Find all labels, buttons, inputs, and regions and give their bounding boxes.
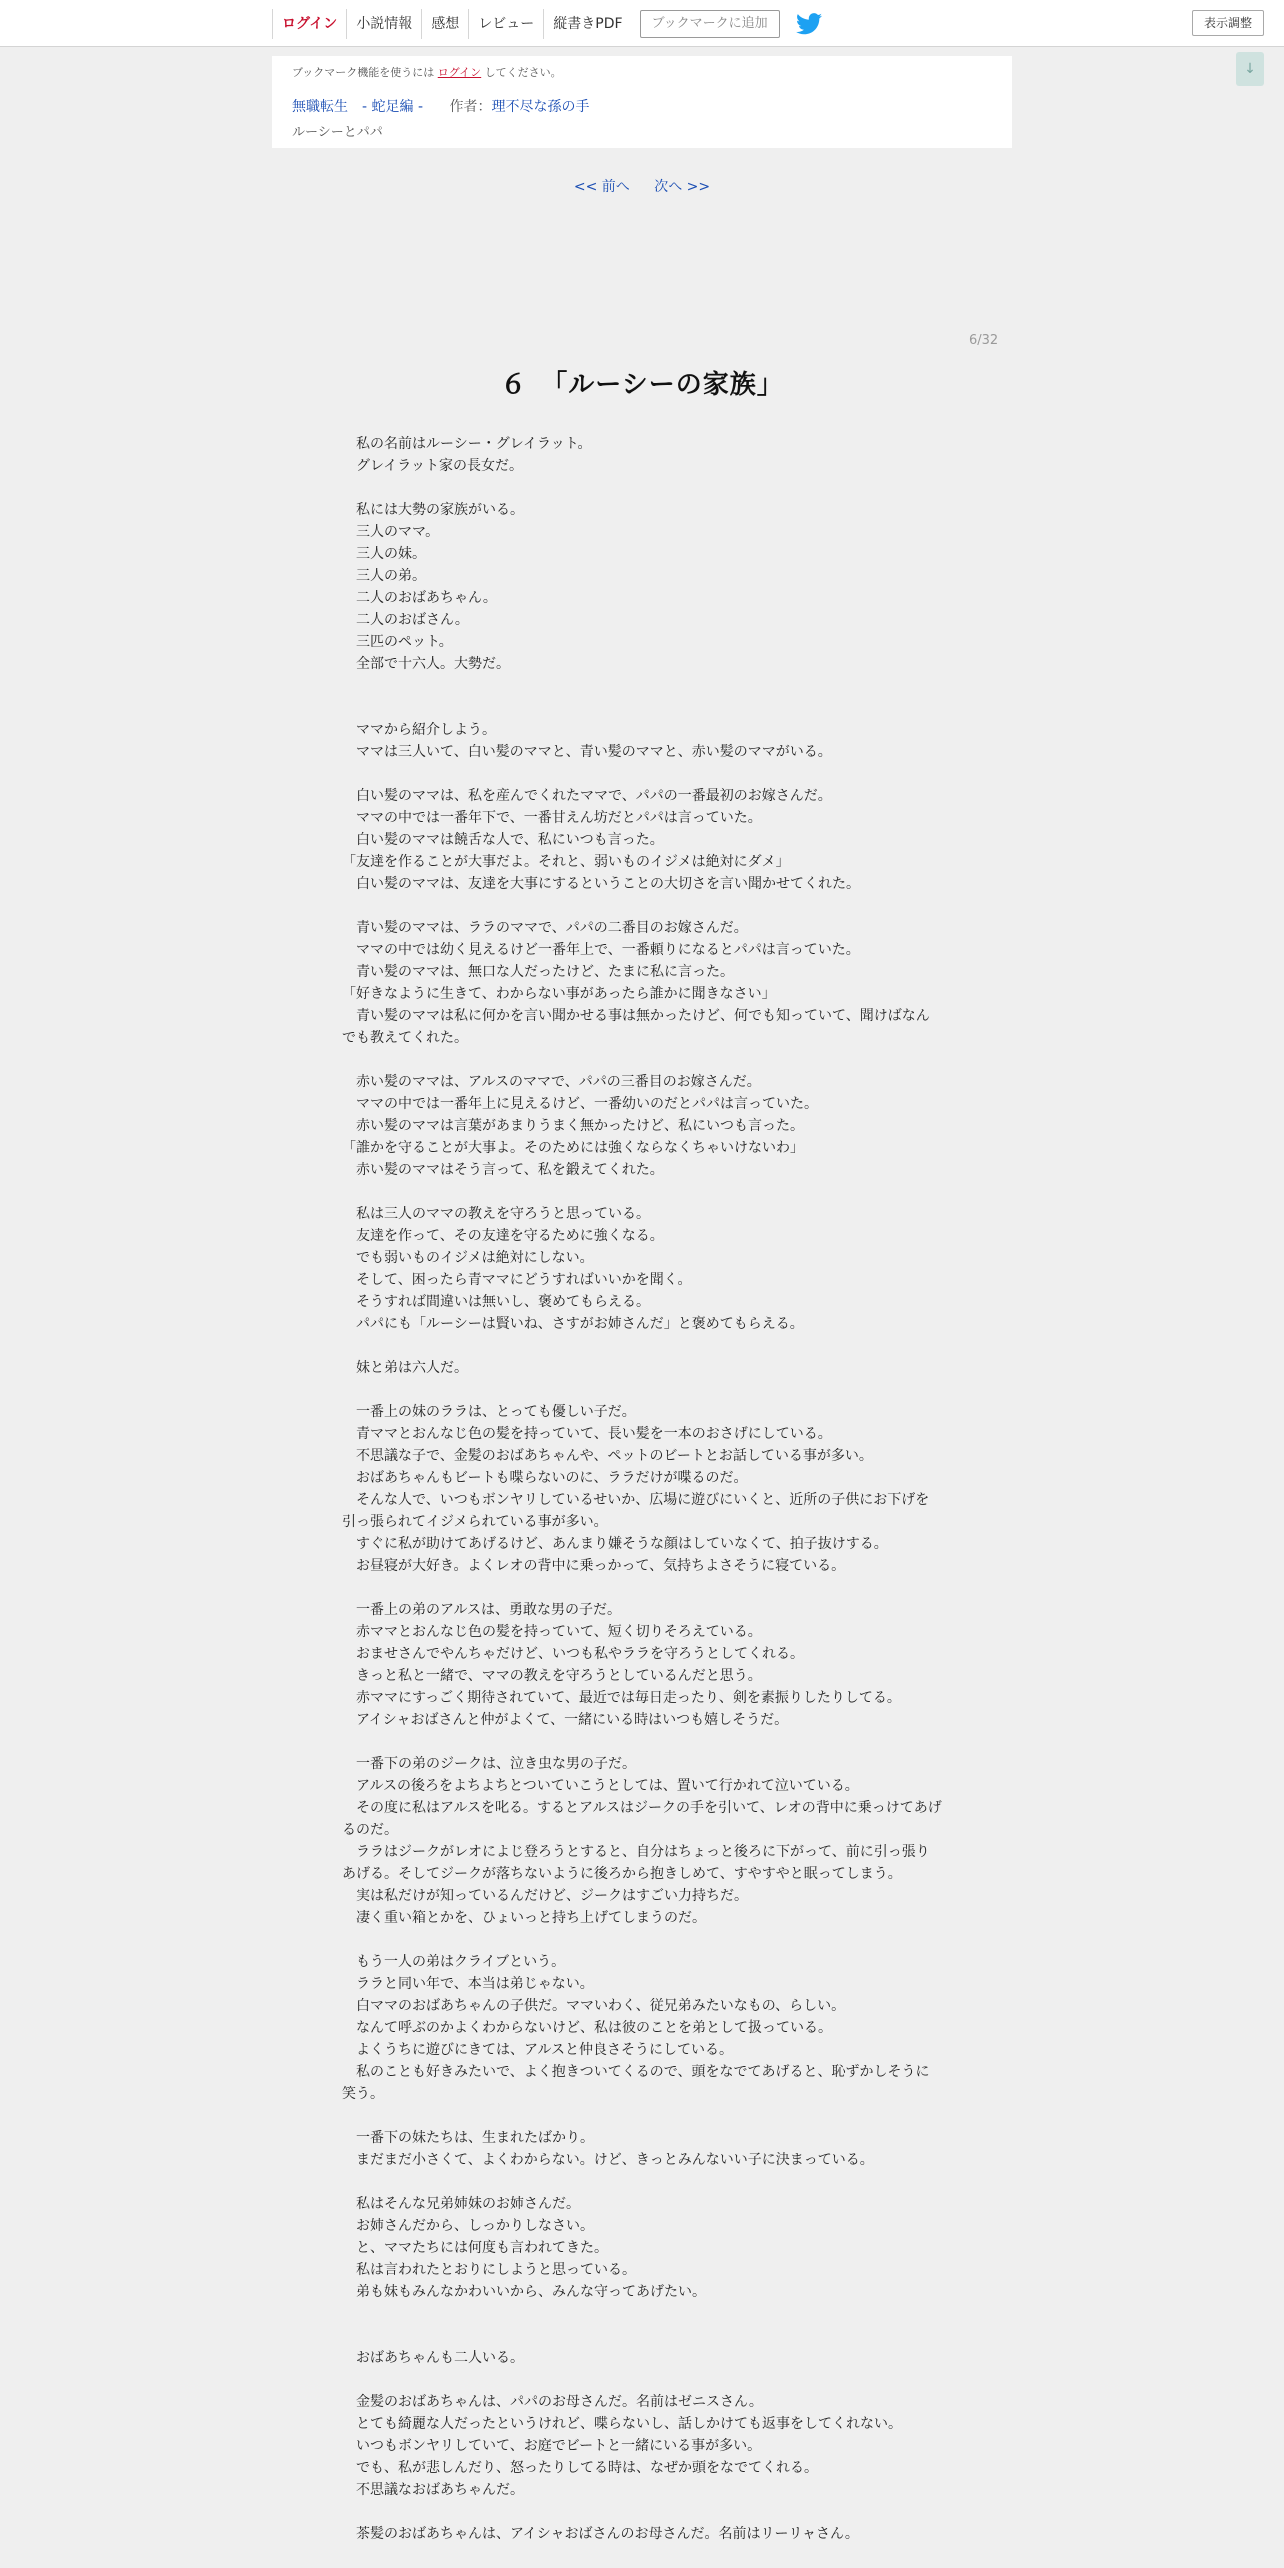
blank-line <box>342 2105 942 2127</box>
add-bookmark-button[interactable]: ブックマークに追加 <box>640 10 780 38</box>
novel-paragraph: そうすれば間違いは無いし、褒めてもらえる。 <box>342 1294 650 1310</box>
novel-paragraph: なんて呼ぶのかよくわからないけど、私は彼のことを弟として扱っている。 <box>342 2020 832 2036</box>
novel-paragraph: グレイラット家の長女だ。 <box>342 458 524 474</box>
novel-paragraph: おばあちゃんもビートも喋らないのに、ララだけが喋るのだ。 <box>342 1470 748 1486</box>
novel-paragraph: 全部で十六人。大勢だ。 <box>342 656 510 672</box>
bookmark-notice <box>292 64 562 80</box>
blank-line <box>342 1181 942 1203</box>
novel-paragraph: 一番下の弟のジークは、泣き虫な男の子だ。 <box>342 1756 636 1772</box>
blank-line <box>342 2303 942 2325</box>
novel-paragraph: 白い髪のママは、友達を大事にするということの大切さを言い聞かせてくれた。 <box>342 876 860 892</box>
novel-paragraph: その度に私はアルスを叱る。するとアルスはジークの手を引いて、レオの背中に乗っけてあげるのだ。 <box>342 1800 942 1838</box>
novel-paragraph: 青ママとおんなじ色の髪を持っていて、長い髪を一本のおさげにしている。 <box>342 1426 832 1442</box>
novel-paragraph: 白ママのおばあちゃんの子供だ。ママいわく、従兄弟みたいなもの、らしい。 <box>342 1998 846 2014</box>
novel-paragraph: 三人の妹。 <box>342 546 426 562</box>
novel-paragraph: 「友達を作ることが大事だよ。それと、弱いものイジメは絶対にダメ」 <box>342 854 790 870</box>
novel-paragraph: そして、困ったら青ママにどうすればいいかを聞く。 <box>342 1272 692 1288</box>
twitter-icon[interactable] <box>796 13 822 35</box>
novel-paragraph: 青い髪のママは、ララのママで、パパの二番目のお嫁さんだ。 <box>342 920 748 936</box>
novel-paragraph: 金髪のおばあちゃんは、パパのお母さんだ。名前はゼニスさん。 <box>342 2394 763 2410</box>
novel-paragraph: ララはジークがレオによじ登ろうとすると、自分はちょっと後ろに下がって、前に引っ張りあげる。そしてジークが落ちないように後ろから抱きしめて、すやすやと眠ってしまう。 <box>342 1844 930 1882</box>
novel-paragraph: ママの中では幼く見えるけど一番年上で、一番頼りになるとパパは言っていた。 <box>342 942 860 958</box>
blank-line <box>342 2369 942 2391</box>
novel-paragraph: ママの中では一番年下で、一番甘えん坊だとパパは言っていた。 <box>342 810 762 826</box>
novel-paragraph: 私のことも好きみたいで、よく抱きついてくるので、頭をなでてあげると、恥ずかしそうに笑う。 <box>342 2064 930 2102</box>
blank-line <box>342 1335 942 1357</box>
novel-paragraph: アイシャおばさんと仲がよくて、一緒にいる時はいつも嬉しそうだ。 <box>342 1712 789 1728</box>
blank-line <box>342 763 942 785</box>
novel-paragraph: 赤い髪のママはそう言って、私を鍛えてくれた。 <box>342 1162 664 1178</box>
blank-line <box>342 2325 942 2347</box>
blank-line <box>342 675 942 697</box>
novel-paragraph: 青い髪のママは、無口な人だったけど、たまに私に言った。 <box>342 964 734 980</box>
novel-paragraph: ララと同い年で、本当は弟じゃない。 <box>342 1976 594 1992</box>
nav-novel-info[interactable]: 小説情報 <box>346 9 421 39</box>
novel-paragraph: 不思議な子で、金髪のおばあちゃんや、ペットのビートとお話している事が多い。 <box>342 1448 873 1464</box>
novel-paragraph: でも、私が悲しんだり、怒ったりしてる時は、なぜか頭をなでてくれる。 <box>342 2460 818 2476</box>
novel-paragraph: 赤ママにすっごく期待されていて、最近では毎日走ったり、剣を素振りしたりしてる。 <box>342 1690 901 1706</box>
novel-paragraph: 青い髪のママは私に何かを言い聞かせる事は無かったけど、何でも知っていて、聞けばなんでも教えてくれた。 <box>342 1008 930 1046</box>
author-link[interactable]: 理不尽な孫の手 <box>491 99 590 115</box>
novel-paragraph: お姉さんだから、しっかりしなさい。 <box>342 2218 594 2234</box>
novel-paragraph: 「好きなように生きて、わからない事があったら誰かに聞きなさい」 <box>342 986 776 1002</box>
novel-paragraph: 三人の弟。 <box>342 568 426 584</box>
novel-paragraph: 一番下の妹たちは、生まれたばかり。 <box>342 2130 594 2146</box>
blank-line <box>342 1577 942 1599</box>
blank-line <box>342 1731 942 1753</box>
novel-paragraph: 赤ママとおんなじ色の髪を持っていて、短く切りそろえている。 <box>342 1624 762 1640</box>
novel-paragraph: きっと私と一緒で、ママの教えを守ろうとしているんだと思う。 <box>342 1668 762 1684</box>
novel-paragraph: いつもボンヤリしていて、お庭でビートと一緒にいる事が多い。 <box>342 2438 762 2454</box>
blank-line <box>342 1929 942 1951</box>
notice-text-post: してください。 <box>481 66 562 79</box>
novel-paragraph: でも弱いものイジメは絶対にしない。 <box>342 1250 594 1266</box>
blank-line <box>342 1049 942 1071</box>
novel-paragraph: ママは三人いて、白い髪のママと、青い髪のママと、赤い髪のママがいる。 <box>342 744 832 760</box>
novel-paragraph: おばあちゃんも二人いる。 <box>342 2350 524 2366</box>
novel-paragraph: 三匹のペット。 <box>342 634 453 650</box>
novel-paragraph: 一番上の弟のアルスは、勇敢な男の子だ。 <box>342 1602 622 1618</box>
notice-text-pre: ブックマーク機能を使うには <box>292 66 438 79</box>
novel-paragraph: パパにも「ルーシーは賢いね、さすがお姉さんだ」と褒めてもらえる。 <box>342 1316 804 1332</box>
novel-info-box <box>272 56 1012 148</box>
novel-paragraph: 私は言われたとおりにしようと思っている。 <box>342 2262 636 2278</box>
nav-review[interactable]: レビュー <box>468 9 543 39</box>
nav-impressions[interactable]: 感想 <box>421 9 468 39</box>
novel-paragraph: おませさんでやんちゃだけど、いつも私やララを守ろうとしてくれる。 <box>342 1646 804 1662</box>
novel-paragraph: もう一人の弟はクライブという。 <box>342 1954 566 1970</box>
novel-paragraph: ママから紹介しよう。 <box>342 722 496 738</box>
novel-paragraph: 妹と弟は六人だ。 <box>342 1360 468 1376</box>
novel-paragraph: とても綺麗な人だったというけれど、喋らないし、話しかけても返事をしてくれない。 <box>342 2416 902 2432</box>
novel-body <box>342 433 942 2545</box>
novel-paragraph: 不思議なおばあちゃんだ。 <box>342 2482 524 2498</box>
novel-paragraph: すぐに私が助けてあげるけど、あんまり嫌そうな顔はしていなくて、拍子抜けする。 <box>342 1536 888 1552</box>
top-bar <box>0 0 1284 47</box>
pager <box>0 176 1284 196</box>
novel-paragraph: 赤い髪のママは言葉があまりうまく無かったけど、私にいつも言った。 <box>342 1118 804 1134</box>
author-label: 作者： <box>449 99 492 115</box>
blank-line <box>342 2501 942 2523</box>
top-nav <box>272 9 822 39</box>
novel-paragraph: 弟も妹もみんなかわいいから、みんな守ってあげたい。 <box>342 2284 706 2300</box>
novel-paragraph: 私はそんな兄弟姉妹のお姉さんだ。 <box>342 2196 580 2212</box>
novel-paragraph: 二人のおばあちゃん。 <box>342 590 497 606</box>
novel-paragraph: 友達を作って、その友達を守るために強くなる。 <box>342 1228 664 1244</box>
blank-line <box>342 697 942 719</box>
series-line <box>292 96 589 116</box>
novel-paragraph: 私の名前はルーシー・グレイラット。 <box>342 436 592 452</box>
novel-paragraph: お昼寝が大好き。よくレオの背中に乗っかって、気持ちよさそうに寝ている。 <box>342 1558 846 1574</box>
novel-paragraph: 茶髪のおばあちゃんは、アイシャおばさんのお母さんだ。名前はリーリャさん。 <box>342 2526 859 2542</box>
novel-paragraph: 赤い髪のママは、アルスのママで、パパの三番目のお嫁さんだ。 <box>342 1074 761 1090</box>
nav-login[interactable]: ログイン <box>272 9 346 39</box>
prev-page-link[interactable]: << 前へ <box>573 179 630 195</box>
novel-paragraph: 凄く重い箱とかを、ひょいっと持ち上げてしまうのだ。 <box>342 1910 706 1926</box>
chapter-title: ６ 「ルーシーの家族」 <box>500 370 784 400</box>
novel-paragraph: ママの中では一番年上に見えるけど、一番幼いのだとパパは言っていた。 <box>342 1096 818 1112</box>
next-page-link[interactable]: 次へ >> <box>654 179 711 195</box>
series-link[interactable]: 無職転生 - 蛇足編 - <box>292 99 424 115</box>
novel-paragraph: よくうちに遊びにきては、アルスと仲良さそうにしている。 <box>342 2042 734 2058</box>
display-settings-button[interactable]: 表示調整 <box>1192 10 1264 36</box>
blank-line <box>342 895 942 917</box>
novel-paragraph: と、ママたちには何度も言われてきた。 <box>342 2240 608 2256</box>
novel-paragraph: 白い髪のママは、私を産んでくれたママで、パパの一番最初のお嫁さんだ。 <box>342 788 832 804</box>
novel-paragraph: 二人のおばさん。 <box>342 612 469 628</box>
novel-paragraph: 一番上の妹のララは、とっても優しい子だ。 <box>342 1404 636 1420</box>
novel-paragraph: 「誰かを守ることが大事よ。そのためには強くならなくちゃいけないわ」 <box>342 1140 804 1156</box>
nav-vertical-pdf[interactable]: 縦書きPDF <box>543 9 631 39</box>
blank-line <box>342 477 942 499</box>
novel-paragraph: まだまだ小さくて、よくわからない。けど、きっとみんないい子に決まっている。 <box>342 2152 874 2168</box>
scroll-down-button[interactable]: ↓ <box>1236 52 1264 86</box>
chapter-subtitle: ルーシーとパパ <box>292 125 383 140</box>
page-number: 6/32 <box>969 333 999 348</box>
novel-paragraph: アルスの後ろをよちよちとついていこうとしては、置いて行かれて泣いている。 <box>342 1778 859 1794</box>
novel-paragraph: 私は三人のママの教えを守ろうと思っている。 <box>342 1206 650 1222</box>
novel-paragraph: 白い髪のママは饒舌な人で、私にいつも言った。 <box>342 832 664 848</box>
novel-paragraph: 三人のママ。 <box>342 524 440 540</box>
novel-paragraph: 私には大勢の家族がいる。 <box>342 502 524 518</box>
notice-login-link[interactable]: ログイン <box>437 66 482 79</box>
novel-paragraph: 実は私だけが知っているんだけど、ジークはすごい力持ちだ。 <box>342 1888 748 1904</box>
blank-line <box>342 2171 942 2193</box>
blank-line <box>342 1379 942 1401</box>
novel-paragraph: そんな人で、いつもボンヤリしているせいか、広場に遊びにいくと、近所の子供にお下げを引っ張られてイジメられている事が多い。 <box>342 1492 930 1530</box>
